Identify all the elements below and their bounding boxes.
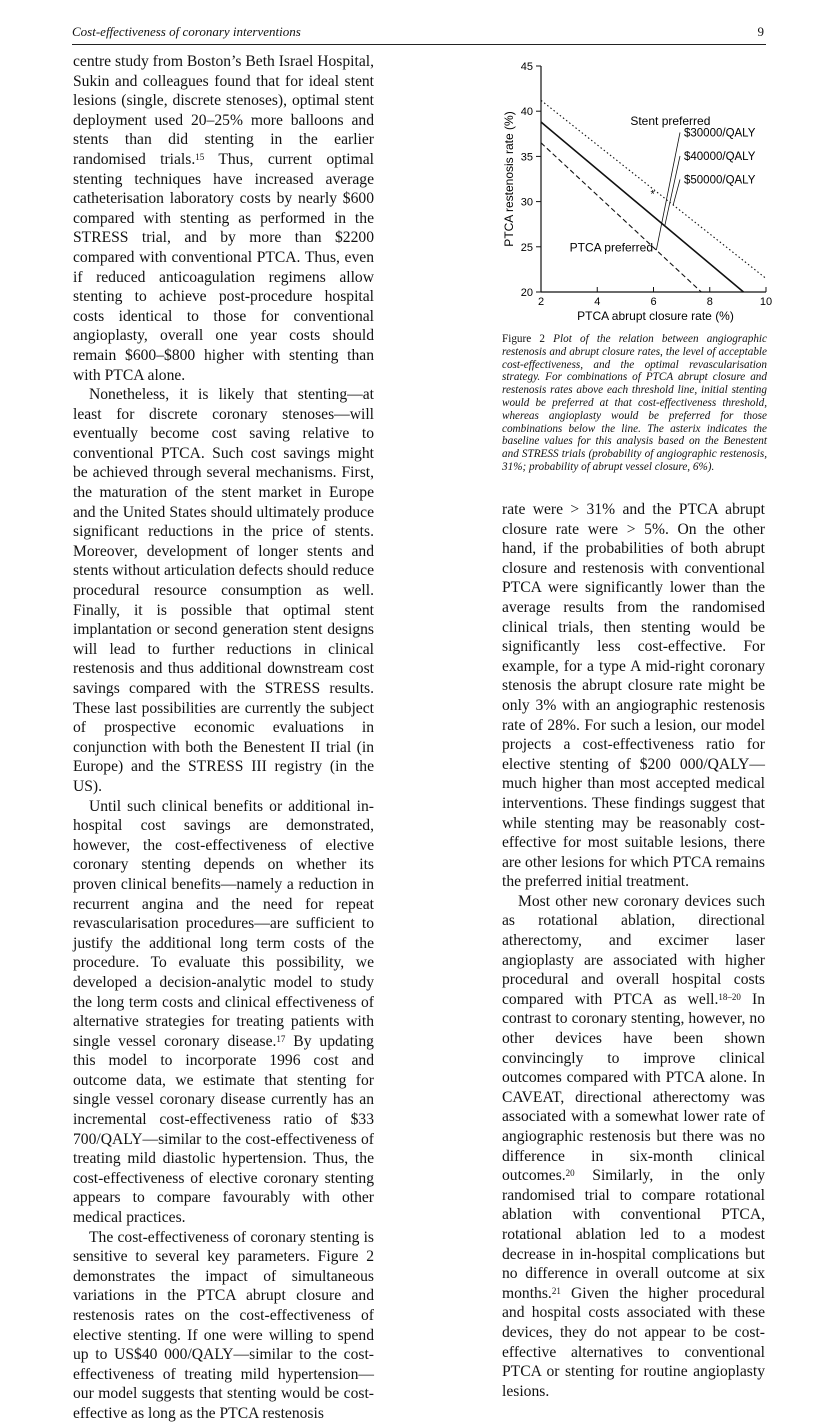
y-tick-label: 30 bbox=[520, 196, 533, 209]
legend-label: $50000/QALY bbox=[684, 174, 756, 187]
text-run: In contrast to coronary stenting, however, no other devices have been shown convincingly to improve clinical outcomes compared with PTCA alone. In CAVEAT, directional atherectomy was associated with a somewhat lower rate of angiographic restenosis but there was no difference in six-month clinical outcomes. bbox=[502, 990, 766, 1185]
y-tick-label: 20 bbox=[520, 287, 533, 299]
x-tick-label: 2 bbox=[537, 296, 545, 308]
reference-superscript: 18–20 bbox=[718, 991, 741, 1002]
x-tick-label: 6 bbox=[650, 296, 657, 308]
label-leader bbox=[665, 156, 680, 226]
paragraph bbox=[502, 892, 765, 1401]
figure-caption bbox=[502, 333, 767, 474]
text-run: Given the higher procedural and hospital costs associated with these devices, they do not appear to be cost-effective alternatives to conventional PTCA or stenting for routine angioplasty lesions. bbox=[502, 1284, 765, 1400]
figure-2-chart bbox=[497, 52, 773, 342]
x-tick-label: 8 bbox=[706, 296, 713, 308]
threshold-line-1 bbox=[541, 143, 701, 292]
text-run: By updating this model to incorporate 1996 cost and outcome data, we estimate that stenting for single vessel coronary disease currently has an incremental cost-effectiveness ratio of $33 700/QALY—similar to the cost-effectiveness of treating mild diastolic hypertension. Thus, the cost-effectiveness of elective coronary stenting appears to compare favourably with other medical practices. bbox=[73, 1032, 374, 1227]
legend-label: $40000/QALY bbox=[684, 151, 756, 164]
legend-label: $30000/QALY bbox=[684, 127, 756, 140]
y-axis-label: PTCA restenosis rate (%) bbox=[502, 111, 516, 247]
paragraph bbox=[502, 500, 765, 892]
running-title: Cost-effectiveness of coronary interventions bbox=[72, 24, 301, 39]
text-run: centre study from Boston’s Beth Israel Hospital, Sukin and colleagues found that for ideal stent lesions (single, discrete stenoses), optimal stent deployment used 20–25% more balloons and stents than did stenting in the earlier randomised trials. bbox=[73, 53, 374, 168]
reference-superscript: 20 bbox=[565, 1168, 575, 1179]
y-tick-label: 45 bbox=[520, 61, 533, 73]
text-run: Similarly, in the only randomised trial to compare rotational ablation with conventional PTCA, rotational ablation led to a modest decrease in in-hospital complications but no difference in overall outcome at six months. bbox=[502, 1167, 765, 1302]
baseline-asterisk: * bbox=[650, 188, 655, 201]
page-header bbox=[72, 22, 766, 45]
x-tick-label: 4 bbox=[594, 296, 601, 308]
paragraph bbox=[73, 797, 374, 1228]
y-tick-label: 35 bbox=[520, 151, 533, 164]
paragraph bbox=[73, 52, 374, 385]
figure-label: Figure 2 bbox=[502, 333, 545, 345]
figure-caption-text: Plot of the relation between angiographic restenosis and abrupt closure rates, the level of acceptable cost-effectiveness, and the optimal revascularisation strategy. For combinations of PTCA abrupt closure and restenosis rates above each threshold line, initial stenting would be preferred at that cost-effectiveness threshold, whereas angioplasty would be preferred for those combinations below the line. The asterix indicates the baseline values for this analysis based on the Benestent and STRESS trials (probability of angiographic restenosis, 31%; probability of abrupt vessel closure, 6%). bbox=[502, 333, 768, 473]
y-tick-label: 40 bbox=[520, 106, 533, 119]
paragraph bbox=[73, 1228, 374, 1424]
text-run: Until such clinical benefits or additional in-hospital cost savings are demonstrated, however, the cost-effectiveness of elective coronary stenting depends on whether its proven clinical benefits—namely a reduction in recurrent angina and the need for repeat revascularisation procedures—are sufficient to justify the additional long term costs of the procedure. To evaluate this possibility, we developed a decision-analytic model to study the long term costs and clinical effectiveness of alternative strategies for treating patients with single vessel coronary disease. bbox=[73, 797, 374, 1050]
x-axis-label: PTCA abrupt closure rate (%) bbox=[577, 309, 734, 323]
reference-superscript: 15 bbox=[195, 151, 205, 162]
threshold-line-2 bbox=[541, 122, 744, 292]
reference-superscript: 17 bbox=[276, 1033, 286, 1044]
text-run: The cost-effectiveness of coronary stenting is sensitive to several key parameters. Figure 2 demonstrates the impact of simultaneous variations in the PTCA abrupt closure and restenosis rates on the cost-effectiveness of elective stenting. If one were willing to spend up to US$40 000/QALY—similar to the cost-effectiveness of treating mild hypertension—our model suggests that stenting would be cost-effective as long as the PTCA restenosis bbox=[73, 1228, 374, 1422]
text-run: Thus, current optimal stenting techniques have increased average catheterisation laboratory costs by nearly $600 compared with stenting as performed in the STRESS trial, and by more than $2200 compared with conventional PTCA. Thus, even if reduced anticoagulation regimens allow stenting to achieve post-procedure hospital costs identical to those for conventional angioplasty, overall one year costs should remain $600–$800 higher with stenting than with PTCA alone. bbox=[73, 150, 375, 384]
left-column bbox=[73, 52, 374, 1424]
page-number: 9 bbox=[757, 24, 764, 39]
paragraph bbox=[73, 385, 374, 796]
text-run: Most other new coronary devices such as rotational ablation, directional atherectomy, and excimer laser angioplasty are associated with higher procedural and overall hospital costs compared with PTCA as well. bbox=[502, 892, 765, 1008]
x-tick-label: 10 bbox=[759, 296, 773, 308]
region-annotation: PTCA preferred bbox=[569, 240, 653, 255]
region-annotation: Stent preferred bbox=[630, 113, 711, 128]
y-tick-label: 25 bbox=[520, 241, 533, 254]
right-column bbox=[502, 500, 765, 1401]
text-run: Nonetheless, it is likely that stenting—at least for discrete coronary stenoses—will eventually become cost saving relative to conventional PTCA. Such cost savings might be achieved through several mechanisms. First, the maturation of the stent market in Europe and the United States should ultimately produce significant reductions in the price of stents. Moreover, development of longer stents and stents without articulation defects should reduce procedural resource consumption as well. Finally, it is possible that optimal stent implantation or second generation stent designs will lead to further reductions in clinical restenosis and thus additional downstream cost savings compared with the STRESS results. These last possibilities are currently the subject of prospective economic evaluations in conjunction with both the Benestent II trial (in Europe) and the STRESS III registry (in the US). bbox=[73, 386, 374, 795]
text-run: rate were > 31% and the PTCA abrupt closure rate were > 5%. On the other hand, if the probabilities of both abrupt closure and restenosis with conventional PTCA were significantly lower than the average results from the randomised clinical trials, then stenting would be significantly less cost-effective. For example, for a type A mid-right coronary stenosis the abrupt closure rate might be only 3% with an angiographic restenosis rate of 28%. For such a lesion, our model projects a cost-effectiveness ratio for elective stenting of $200 000/QALY—much higher than most accepted medical interventions. These findings suggest that while stenting may be reasonably cost-effective for most suitable lesions, there are other lesions for which PTCA remains the preferred initial treatment. bbox=[502, 501, 765, 891]
reference-superscript: 21 bbox=[551, 1285, 561, 1296]
